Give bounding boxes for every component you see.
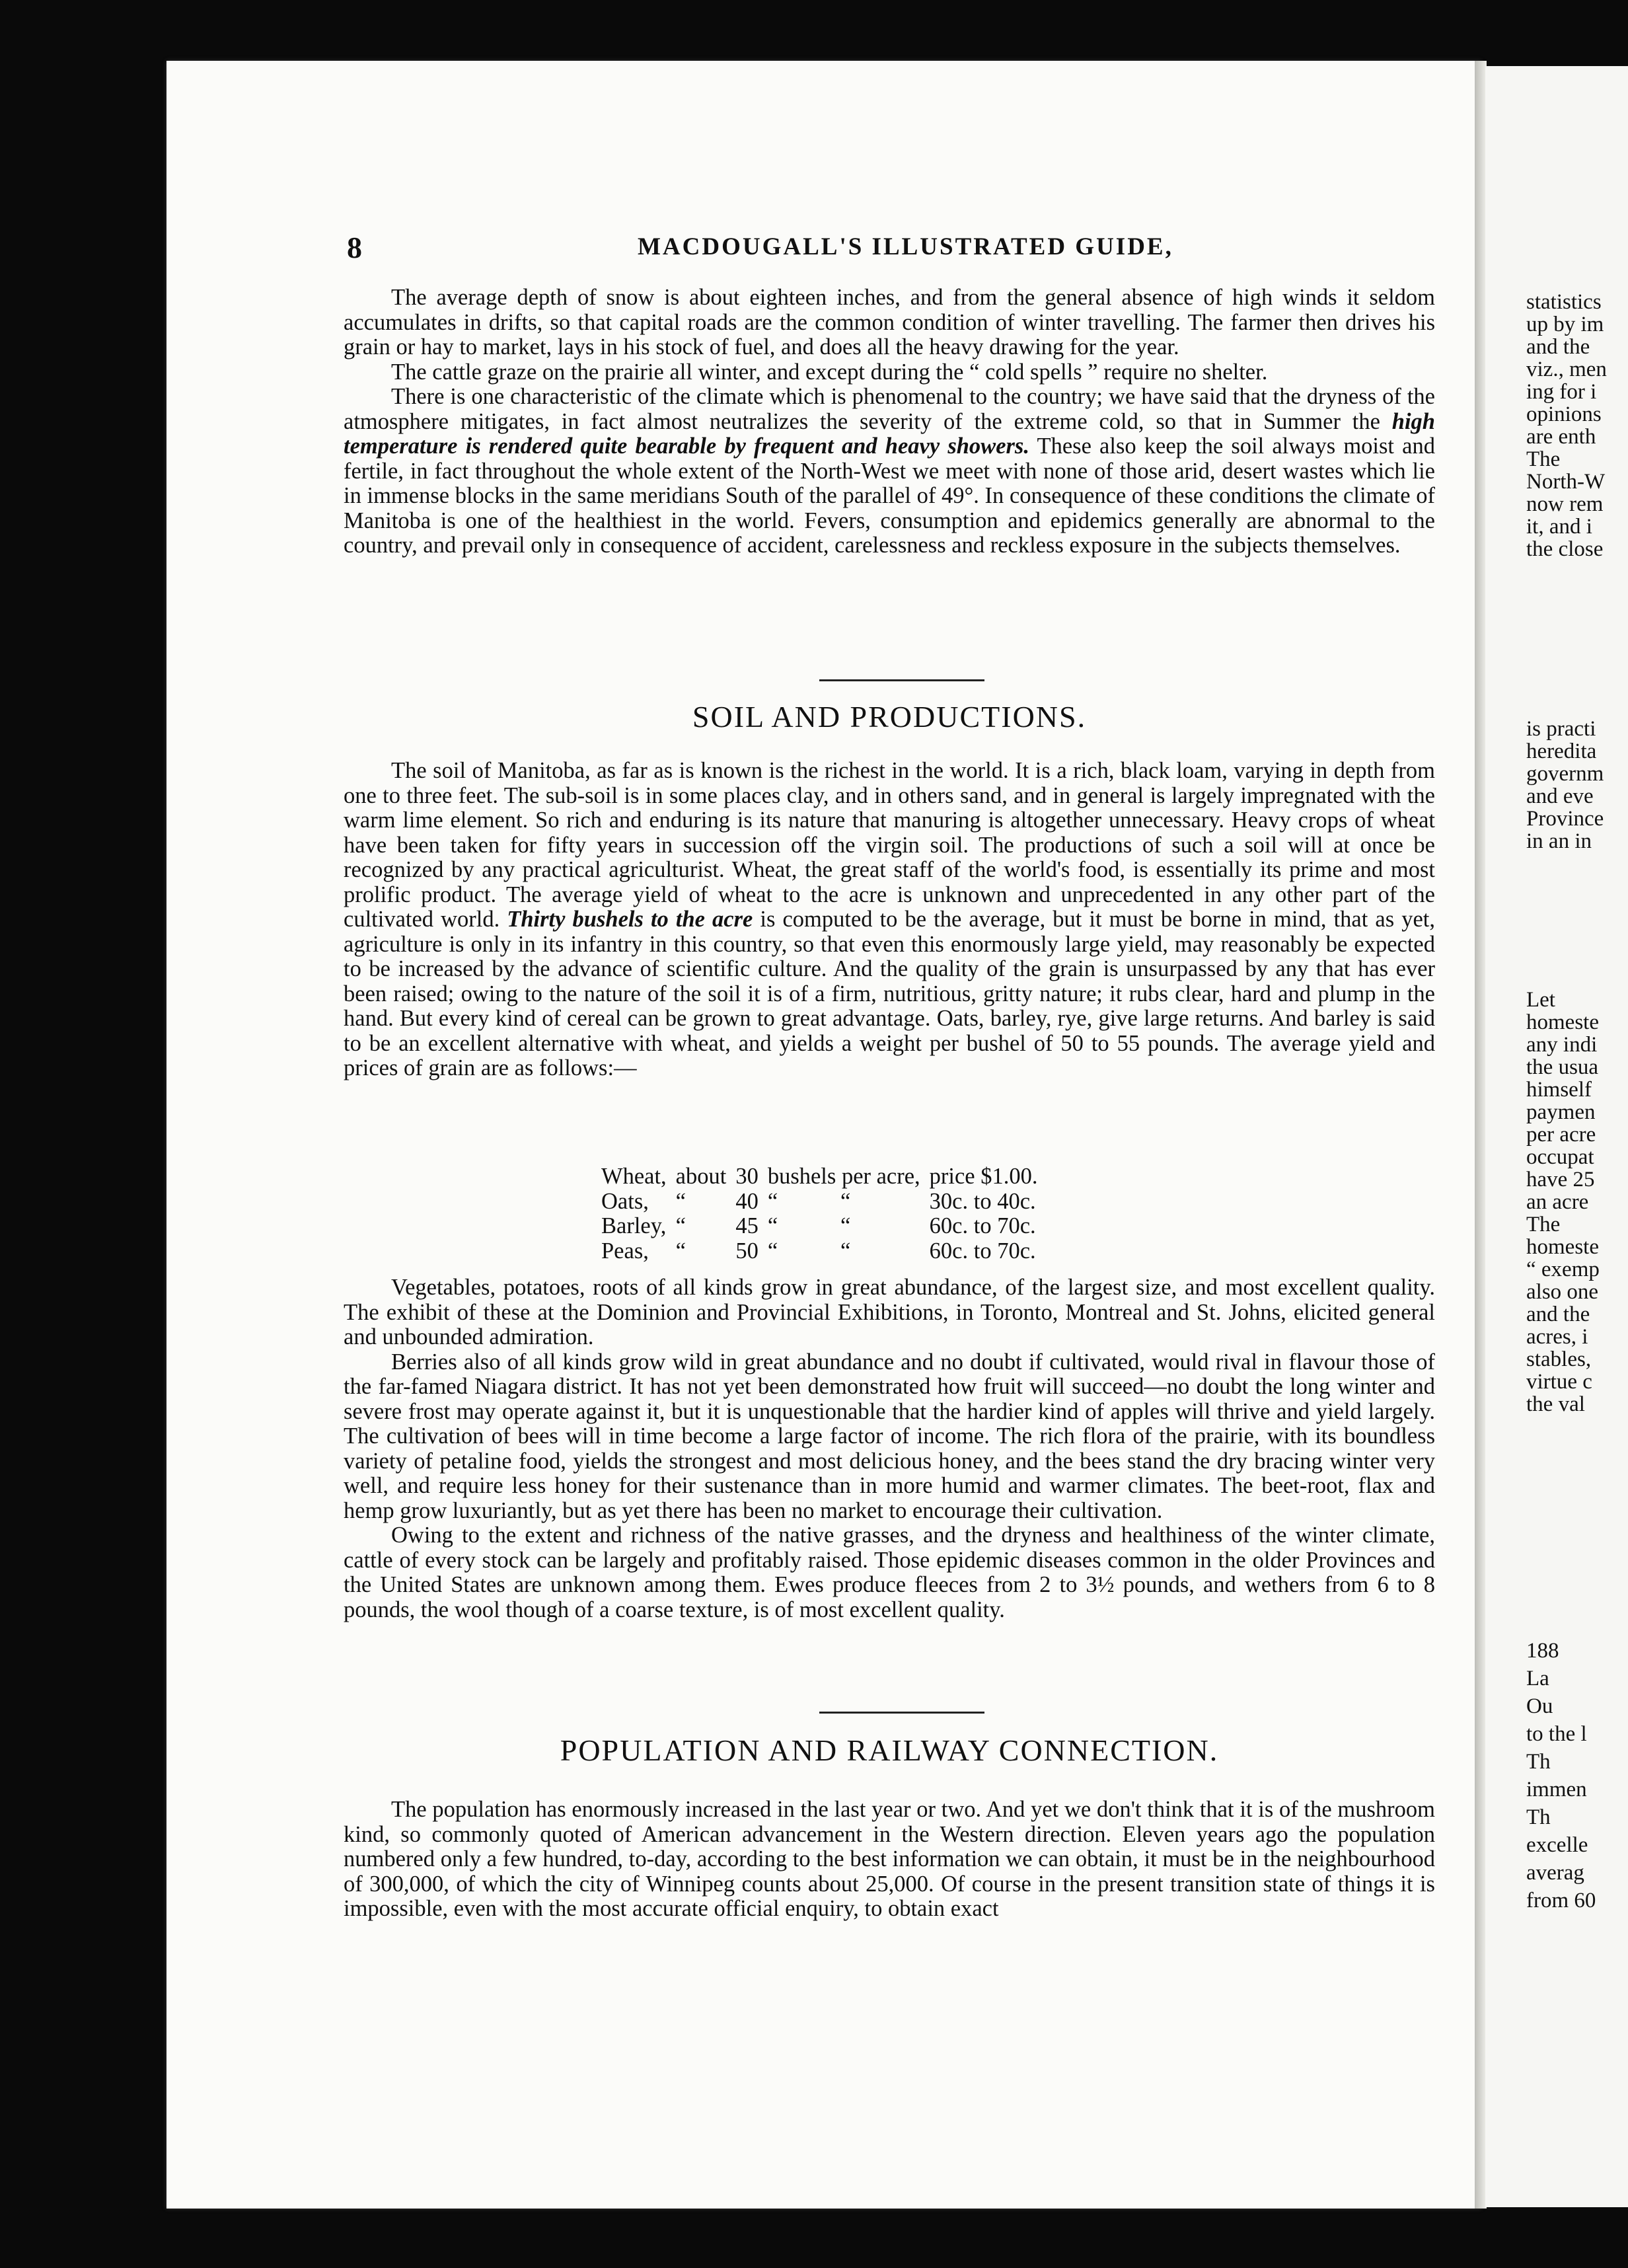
right-text-line: the close bbox=[1526, 537, 1604, 561]
crop-cell: Wheat, bbox=[601, 1164, 667, 1189]
right-text-line: the usua bbox=[1526, 1055, 1599, 1079]
paragraph: The average depth of snow is about eighteen inches, and from the general absence of high winds it seldom accumulates in drifts, so that capital roads are the common condition of winter travelling. The farmer then drives his grain or hay to market, lays in his stock of fuel, and does all the heavy drawing for the year. bbox=[344, 285, 1435, 359]
paragraph bbox=[344, 759, 1435, 1081]
population-text bbox=[344, 1797, 1435, 1922]
right-text-line: 188 bbox=[1526, 1639, 1559, 1663]
text-run: is computed to be the average, but it must be borne in mind, that as yet, agriculture is only in its infantry in this country, so that even this enormously large yield, may reasonably be expected to be increased by the advance of scientific culture. And the quality of the grain is unsurpassed by any that has ever been raised; owing to the nature of the soil it is of a firm, nutritious, gritty nature; it rubs clear, hard and plump in the hand. But every kind of cereal can be grown to great advantage. Oats, barley, rye, give large returns. And barley is said to be an excellent alternative with wheat, and yields a weight per bushel of 50 to 55 pounds. The average yield and prices of grain are as follows:— bbox=[344, 907, 1435, 1080]
grain-yield-table bbox=[601, 1164, 1047, 1264]
text-run: The soil of Manitoba, as far as is known is the richest in the world. It is a rich, black loam, varying in depth from one to three feet. The sub-soil is in some places clay, and in others sand, and in general is largely impregnated with the warm lime element. So rich and enduring is its nature that manuring is altogether unnecessary. Heavy crops of wheat have been taken for fifty years in succession off the virgin soil. The productions of such a soil will at once be recognized by any practical agriculturist. Wheat, the great staff of the world's food, is essentially its prime and most prolific product. The average yield of wheat to the acre is unknown and unprecedented in any other part of the cultivated world. bbox=[344, 758, 1435, 932]
price-cell: 30c. to 40c. bbox=[929, 1188, 1036, 1214]
right-text-line: in an in bbox=[1526, 829, 1592, 853]
right-text-line: have 25 bbox=[1526, 1168, 1595, 1191]
right-text-line: himself bbox=[1526, 1078, 1592, 1102]
table-row bbox=[601, 1190, 1047, 1215]
right-text-line: up by im bbox=[1526, 313, 1604, 336]
about-cell: “ bbox=[675, 1213, 686, 1238]
page-number: 8 bbox=[347, 231, 362, 264]
running-title: MACDOUGALL'S ILLUSTRATED GUIDE, bbox=[638, 233, 1173, 260]
right-text-line: the val bbox=[1526, 1392, 1585, 1416]
right-text-line: viz., men bbox=[1526, 358, 1607, 381]
unit-cell bbox=[768, 1239, 930, 1264]
right-text-line: The bbox=[1526, 447, 1561, 471]
page-header bbox=[347, 230, 1437, 270]
ditto-mark: “ bbox=[840, 1213, 851, 1238]
right-text-line: per acre bbox=[1526, 1123, 1596, 1147]
about-cell: about bbox=[675, 1164, 727, 1189]
price-cell: 60c. to 70c. bbox=[929, 1238, 1036, 1264]
paragraph: Berries also of all kinds grow wild in great abundance and no doubt if cultivated, would rival in flavour those of the far-famed Niagara district. It has not yet been demonstrated how fruit will succeed—no doubt the long winter and severe frost may operate against it, but it is unquestionable that the hardier kind of apples will thrive and yield largely. The cultivation of bees will in time become a large factor of income. The rich flora of the prairie, with its boundless variety of petaline food, yields the strongest and most delicious honey, and the bees stand the dry bracing winter very well, and require less honey for their sustenance than in more humid and warmer climates. The beet-root, flax and hemp grow luxuriantly, but as yet there has been no market to encourage their cultivation. bbox=[344, 1349, 1435, 1523]
right-text-line: governm bbox=[1526, 762, 1604, 786]
right-text-line: statistics bbox=[1526, 290, 1602, 314]
right-text-line: homeste bbox=[1526, 1010, 1599, 1034]
unit-cell bbox=[768, 1214, 930, 1239]
right-text-line: occupat bbox=[1526, 1145, 1594, 1169]
right-page-fragment bbox=[1485, 66, 1628, 2207]
right-text-line: ing for i bbox=[1526, 380, 1597, 404]
yield-cell: 40 bbox=[735, 1188, 758, 1214]
right-text-line: La bbox=[1526, 1667, 1549, 1690]
right-text-line: Th bbox=[1526, 1805, 1551, 1829]
text-run: These also keep the soil always moist and fertile, in fact throughout the whole extent of the North-West we meet with none of those arid, desert wastes which lie in immense blocks in the same meridians South of the parallel of 49°. In consequence of these conditions the climate of Manitoba is one of the healthiest in the world. Fevers, consumption and epidemics generally are abnormal to the country, and prevail only in consequence of accident, carelessness and reckless exposure in the subjects themselves. bbox=[344, 434, 1435, 558]
italic-text: high temperature is rendered quite bearable by frequent and heavy showers. bbox=[344, 408, 1435, 459]
section-divider bbox=[819, 1712, 984, 1714]
text-run: There is one characteristic of the climate which is phenomenal to the country; we have said that the dryness of the atmosphere mitigates, in fact almost neutralizes the severity of the extreme cold, so that in Summer the bbox=[344, 384, 1435, 434]
price-cell: price $1.00. bbox=[929, 1164, 1038, 1189]
right-text-line: North-W bbox=[1526, 470, 1606, 494]
right-text-line: from 60 bbox=[1526, 1889, 1596, 1912]
unit-cell: bushels per acre, bbox=[767, 1164, 920, 1189]
ditto-mark: “ bbox=[840, 1188, 851, 1214]
paragraph: Owing to the extent and richness of the native grasses, and the dryness and healthiness of the winter climate, cattle of every stock can be largely and profitably raised. Those epidemic diseases common in the older Provinces and the United States are unknown among them. Ewes produce fleeces from 2 to 3½ pounds, and wethers from 6 to 8 pounds, the wool though of a coarse texture, is of most excellent quality. bbox=[344, 1523, 1435, 1622]
right-text-line: an acre bbox=[1526, 1190, 1589, 1214]
right-text-line: and the bbox=[1526, 335, 1590, 359]
italic-text: Thirty bushels to the acre bbox=[507, 907, 753, 932]
soil-text-continued bbox=[344, 1275, 1435, 1622]
soil-text bbox=[344, 759, 1435, 1081]
right-text-line: opinions bbox=[1526, 402, 1602, 426]
about-cell: “ bbox=[675, 1188, 686, 1214]
section-heading: POPULATION AND RAILWAY CONNECTION. bbox=[560, 1733, 1219, 1767]
price-cell: 60c. to 70c. bbox=[929, 1213, 1036, 1238]
climate-text bbox=[344, 285, 1435, 558]
right-text-line: homeste bbox=[1526, 1235, 1599, 1259]
right-text-line: The bbox=[1526, 1213, 1561, 1236]
right-text-line: Ou bbox=[1526, 1694, 1553, 1718]
right-text-line: to the l bbox=[1526, 1722, 1587, 1746]
yield-cell: 45 bbox=[735, 1213, 758, 1238]
unit-cell bbox=[768, 1190, 930, 1215]
yield-cell: 30 bbox=[735, 1164, 758, 1189]
ditto-mark: “ bbox=[767, 1188, 778, 1214]
right-text-line: paymen bbox=[1526, 1100, 1596, 1124]
right-text-line: Let bbox=[1526, 988, 1555, 1012]
ditto-mark: “ bbox=[767, 1238, 778, 1264]
right-text-line: acres, i bbox=[1526, 1325, 1588, 1349]
right-text-line: stables, bbox=[1526, 1347, 1592, 1371]
right-text-block bbox=[1526, 291, 1628, 560]
paragraph: The cattle graze on the prairie all winter, and except during the “ cold spells ” require no shelter. bbox=[391, 359, 1268, 385]
right-text-line: also one bbox=[1526, 1280, 1599, 1304]
right-text-line: is practi bbox=[1526, 717, 1596, 741]
right-text-line: and the bbox=[1526, 1303, 1590, 1326]
table-row bbox=[601, 1164, 1047, 1190]
section-divider bbox=[819, 679, 984, 681]
right-text-line: Province bbox=[1526, 807, 1604, 831]
right-text-line: excelle bbox=[1526, 1833, 1588, 1857]
crop-cell: Oats, bbox=[601, 1188, 649, 1214]
right-text-line: heredita bbox=[1526, 739, 1597, 763]
section-heading: SOIL AND PRODUCTIONS. bbox=[692, 700, 1087, 734]
table-row bbox=[601, 1239, 1047, 1264]
right-text-block bbox=[1526, 989, 1628, 1416]
right-text-block bbox=[1526, 1638, 1628, 1915]
right-text-line: are enth bbox=[1526, 425, 1596, 449]
crop-cell: Barley, bbox=[601, 1213, 667, 1238]
right-text-block bbox=[1526, 718, 1628, 852]
right-text-line: and eve bbox=[1526, 784, 1594, 808]
ditto-mark: “ bbox=[767, 1213, 778, 1238]
right-text-line: Th bbox=[1526, 1750, 1551, 1774]
right-text-line: it, and i bbox=[1526, 515, 1592, 539]
right-text-line: immen bbox=[1526, 1778, 1587, 1801]
about-cell: “ bbox=[675, 1238, 686, 1264]
paragraph: The population has enormously increased in the last year or two. And yet we don't think that it is of the mushroom kind, so commonly quoted of American advancement in the Western direction. Eleven years ago the population numbered only a few hundred, to-day, according to the best information we can obtain, it must be in the neighbourhood of 300,000, of which the city of Winnipeg counts about 25,000. Of course in the present transition state of things it is impossible, even with the most accurate official enquiry, to obtain exact bbox=[344, 1797, 1435, 1921]
right-text-line: “ exemp bbox=[1526, 1258, 1600, 1281]
paragraph: Vegetables, potatoes, roots of all kinds grow in great abundance, of the largest size, and most excellent quality. The exhibit of these at the Dominion and Provincial Exhibitions, in Toronto, Montreal and St. Johns, elicited general and unbounded admiration. bbox=[344, 1275, 1435, 1349]
right-text-line: now rem bbox=[1526, 492, 1604, 516]
crop-cell: Peas, bbox=[601, 1238, 649, 1264]
right-text-line: averag bbox=[1526, 1861, 1584, 1885]
right-text-line: virtue c bbox=[1526, 1370, 1592, 1394]
paragraph bbox=[344, 385, 1435, 558]
ditto-mark: “ bbox=[840, 1238, 851, 1264]
yield-cell: 50 bbox=[735, 1238, 758, 1264]
right-text-line: any indi bbox=[1526, 1033, 1598, 1057]
table-row bbox=[601, 1214, 1047, 1239]
